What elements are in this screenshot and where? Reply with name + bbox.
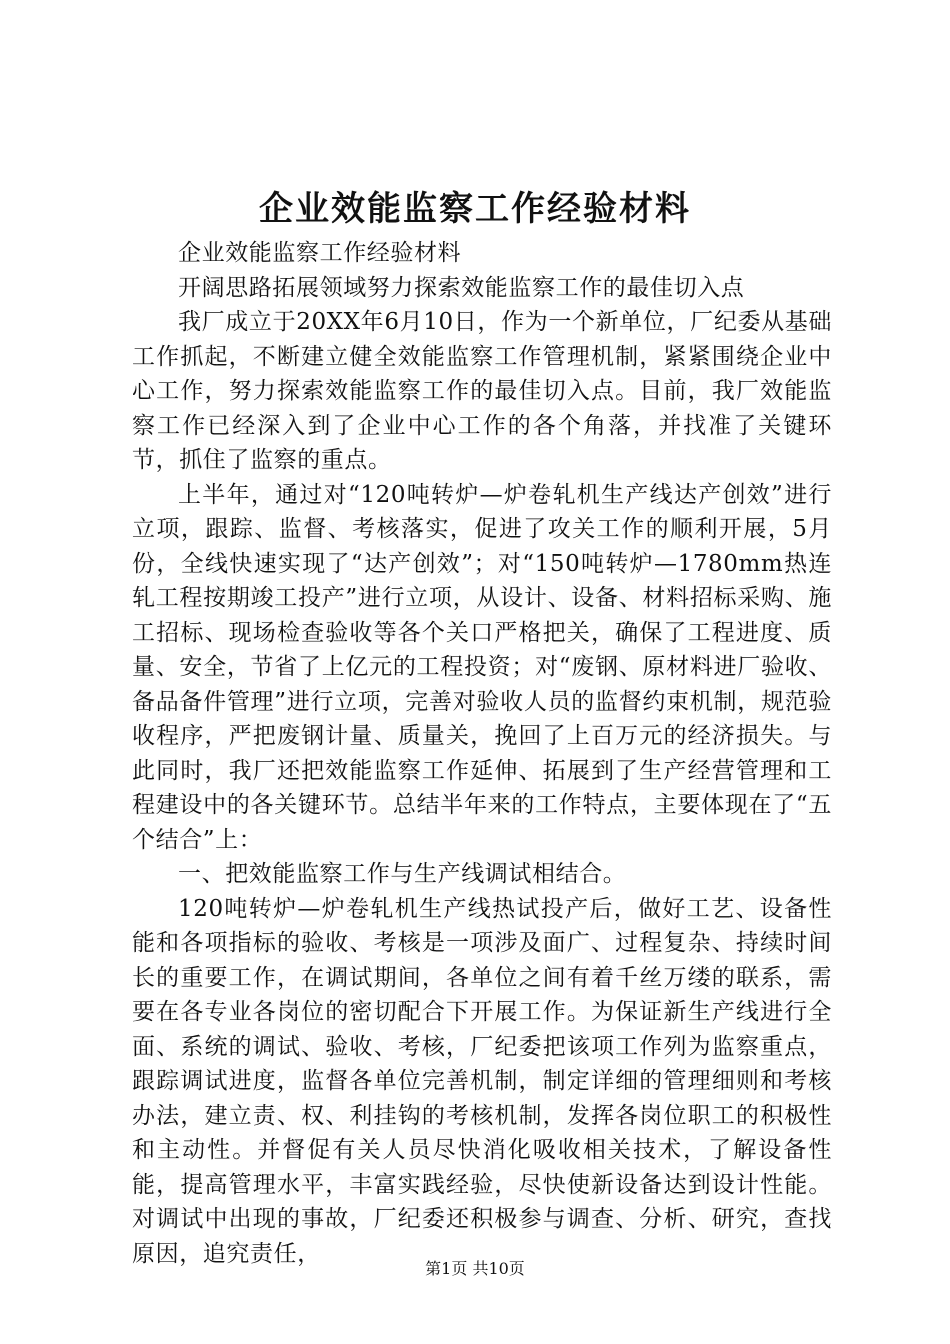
- section-heading-one: 一、把效能监察工作与生产线调试相结合。: [178, 861, 627, 887]
- paragraph-heading: 开阔思路拓展领域努力探索效能监察工作的最佳切入点: [178, 274, 745, 301]
- page-footer: 第1页 共10页: [425, 1259, 525, 1278]
- paragraph-section-one: 120吨转炉—炉卷轧机生产线热试投产后，做好工艺、设备性能和各项指标的验收、考核是一项涉及面广、过程复杂、持续时间长的重要工作，在调试期间，各单位之间有着千丝万缕的联系，需要在各专业各岗位的密切配合下开展工作。为保证新生产线进行全面、系统的调试、验收、考核，厂纪委把该项工作列为监察重点，跟踪调试进度，监督各单位完善机制，制定详细的管理细则和考核办法，建立责、权、利挂钩的考核机制，发挥各岗位职工的积极性和主动性。并督促有关人员尽快消化吸收相关技术，了解设备性能，提高管理水平，丰富实践经验，尽快使新设备达到设计性能。对调试中出现的事故，厂纪委还积极参与调查、分析、研究，查找原因，追究责任，: [132, 895, 832, 1267]
- document-body: [132, 236, 832, 1271]
- paragraph-intro: 我厂成立于20XX年6月10日，作为一个新单位，厂纪委从基础工作抓起，不断建立健全效能监察工作管理机制，紧紧围绕企业中心工作，努力探索效能监察工作的最佳切入点。目前，我厂效能监察工作已经深入到了企业中心工作的各个角落，并找准了关键环节，抓住了监察的重点。: [132, 309, 832, 473]
- paragraph-subtitle: 企业效能监察工作经验材料: [178, 240, 462, 266]
- paragraph-first-half-summary: 上半年，通过对“120吨转炉—炉卷轧机生产线达产创效”进行立项，跟踪、监督、考核落实，促进了攻关工作的顺利开展，5月份，全线快速实现了“达产创效”；对“150吨转炉—1780mm热连轧工程按期竣工投产”进行立项，从设计、设备、材料招标采购、施工招标、现场检查验收等各个关口严格把关，确保了工程进度、质量、安全，节省了上亿元的工程投资；对“废钢、原材料进厂验收、备品备件管理”进行立项，完善对验收人员的监督约束机制，规范验收程序，严把废钢计量、质量关，挽回了上百万元的经济损失。与此同时，我厂还把效能监察工作延伸、拓展到了生产经营管理和工程建设中的各关键环节。总结半年来的工作特点，主要体现在了“五个结合”上：: [132, 481, 832, 853]
- document-title: 企业效能监察工作经验材料: [259, 189, 691, 229]
